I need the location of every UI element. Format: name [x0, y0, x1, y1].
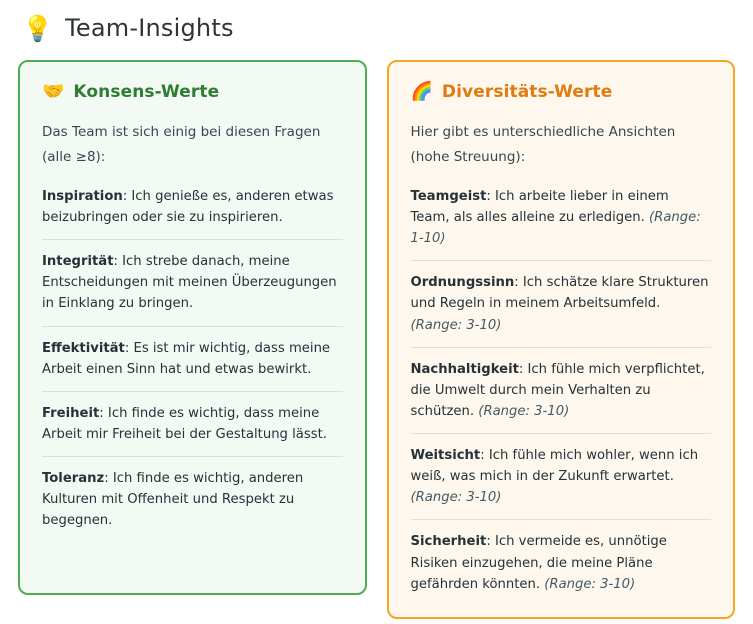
value-range: (Range: 3-10)	[478, 403, 570, 419]
list-item	[42, 403, 343, 457]
list-item	[411, 272, 712, 347]
value-text: : Ich fühle mich verpflichtet, die Umwelt durch mein Verhalten zu schützen.	[410, 361, 705, 419]
diversity-card-title: Diversitäts-Werte	[441, 82, 613, 102]
value-range: (Range: 3-10)	[410, 490, 502, 506]
value-term: Ordnungssinn	[410, 275, 515, 291]
consensus-card-title: Konsens-Werte	[73, 82, 220, 102]
value-term: Sicherheit	[410, 534, 487, 550]
consensus-card	[18, 60, 367, 595]
list-item	[42, 186, 343, 240]
handshake-icon: 🤝	[42, 81, 65, 102]
insight-columns	[18, 60, 735, 619]
value-term: Effektivität	[42, 340, 125, 356]
list-item	[411, 186, 712, 261]
value-term: Toleranz	[42, 471, 105, 487]
page-title-text: Team-Insights	[65, 14, 234, 42]
rainbow-icon: 🌈	[410, 81, 433, 102]
value-term: Integrität	[42, 254, 114, 270]
value-text: : Ich fühle mich wohler, wenn ich weiß, was mich in der Zukunft erwartet.	[410, 448, 699, 485]
value-text: : Es ist mir wichtig, dass meine Arbeit einen Sinn hat und etwas bewirkt.	[42, 340, 331, 377]
page-title	[22, 14, 735, 42]
value-term: Weitsicht	[410, 448, 481, 464]
value-text: : Ich vermeide es, unnötige Risiken einzugehen, die meine Pläne gefährden könnten.	[410, 534, 667, 592]
value-text: : Ich finde es wichtig, anderen Kulturen mit Offenheit und Respekt zu begegnen.	[42, 471, 304, 529]
value-term: Nachhaltigkeit	[410, 361, 519, 377]
list-item	[411, 531, 712, 594]
value-range: (Range: 1-10)	[410, 210, 701, 247]
value-range: (Range: 3-10)	[410, 317, 502, 333]
list-item	[42, 338, 343, 392]
value-term: Inspiration	[42, 188, 123, 204]
value-range: (Range: 3-10)	[544, 576, 636, 592]
list-item	[411, 359, 712, 434]
consensus-card-header	[42, 82, 343, 102]
value-text: : Ich arbeite lieber in einem Team, als alles alleine zu erledigen.	[410, 188, 669, 226]
list-item	[42, 251, 343, 326]
diversity-card	[387, 60, 736, 619]
consensus-intro: Das Team ist sich einig bei diesen Fragen (alle ≥8):	[42, 124, 321, 165]
diversity-card-header	[411, 82, 712, 102]
value-text: : Ich genieße es, anderen etwas beizubringen oder sie zu inspirieren.	[42, 188, 334, 226]
value-text: : Ich strebe danach, meine Entscheidungen mit meinen Überzeugungen in Einklang zu bringen.	[42, 254, 337, 312]
value-term: Freiheit	[42, 405, 100, 421]
list-item	[42, 468, 343, 531]
value-text: : Ich finde es wichtig, dass meine Arbeit mir Freiheit bei der Gestaltung lässt.	[42, 405, 327, 442]
list-item	[411, 445, 712, 520]
value-text: : Ich schätze klare Strukturen und Regeln in meinem Arbeitsumfeld.	[410, 275, 709, 312]
value-term: Teamgeist	[410, 188, 487, 204]
diversity-intro: Hier gibt es unterschiedliche Ansichten (hohe Streuung):	[410, 124, 676, 165]
lightbulb-icon: 💡	[22, 13, 54, 43]
